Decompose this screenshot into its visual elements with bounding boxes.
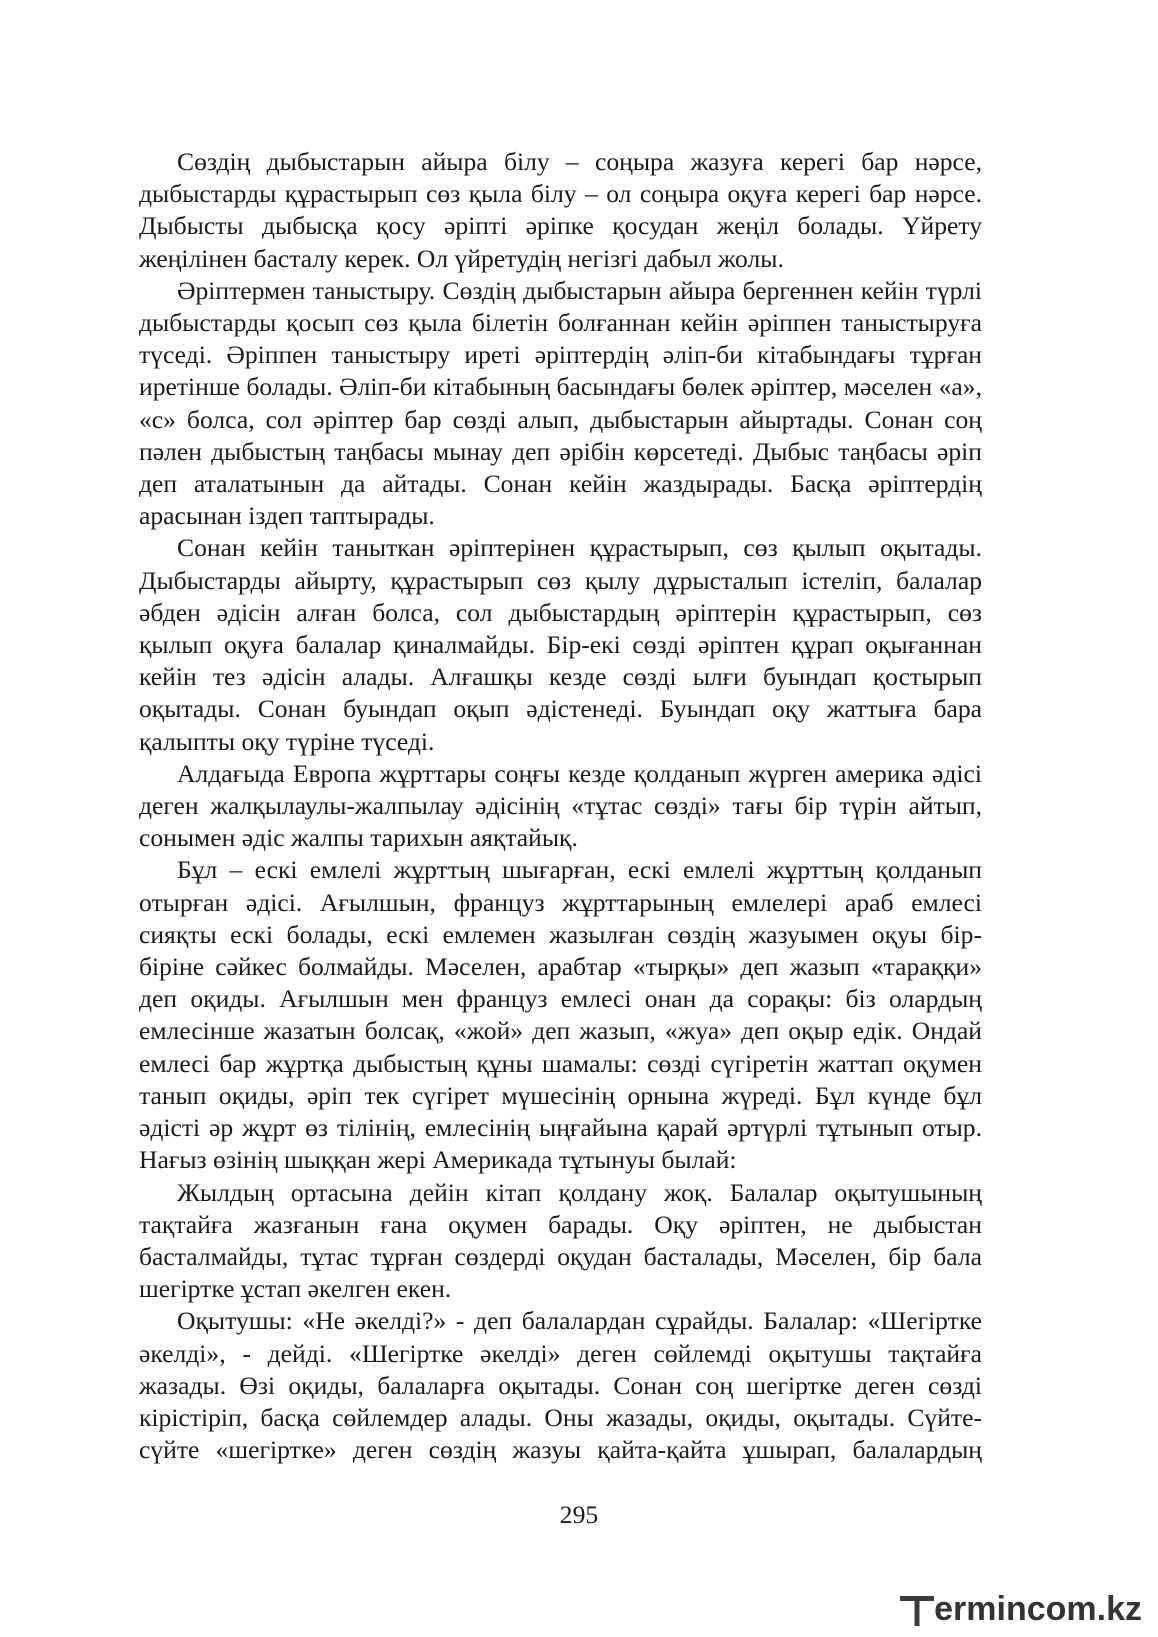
- paragraph: Алдағыда Европа жұрттары соңғы кезде қолданып жүрген америка әдісі деген жалқылаулы-жалпылау әдісінің «тұтас сөзді» тағы бір түрін айтып, сонымен әдіс жалпы тарихын аяқтайық.: [139, 758, 982, 853]
- paragraph: Бұл – ескі емлелі жұрттың шығарған, ескі емлелі жұрттың қолданып отырған әдісі. Ағылшын, француз жұрттарының емлелері араб емлесі сияқты ескі болады, ескі емлемен жазылған сөздің жазуымен оқуы бір-біріне сәйкес болмайды. Мәселен, арабтар «тырқы» деп жазып «тараққи» деп оқиды. Ағылшын мен француз емлесі онан да сорақы: біз олардың емлесінше жазатын болсақ, «жой» деп жазып, «жуа» деп оқыр едік. Ондай емлесі бар жұртқа дыбыстың құны шамалы: сөзді сүгіретін жаттап оқумен танып оқиды, әріп тек сүгірет мүшесінің орнына жүреді. Бұл күнде бұл әдісті әр жұрт өз тілінің, емлесінің ыңғайына қарай әртүрлі тұтынып отыр. Нағыз өзінің шыққан жері Америкада тұтынуы былай:: [139, 855, 982, 1175]
- paragraph: Оқытушы: «Не әкелді?» - деп балалардан сұрайды. Балалар: «Шегіртке әкелді», - дейді. «Шегіртке әкелді» деген сөйлемді оқытушы тақтайға жазады. Өзі оқиды, балаларға оқытады. Сонан соң шегіртке деген сөзді кірістіріп, басқа сөйлемдер алады. Оны жазады, оқиды, оқытады. Сүйте-сүйте «шегіртке» деген сөздің жазуы қайта-қайта ұшырап, балалардың: [139, 1306, 982, 1465]
- paragraph: Сөздің дыбыстарын айыра білу – соңыра жазуға керегі бар нәрсе, дыбыстарды құрастырып сөз қыла білу – ол соңыра оқуға керегі бар нәрсе. Дыбысты дыбысқа қосу әріпті әріпке қосудан жеңіл болады. Үйрету жеңілінен басталу керек. Ол үйретудің негізгі дабыл жолы.: [139, 147, 982, 273]
- body-text: [139, 146, 982, 1466]
- watermark-text: ermincom.kz: [934, 1590, 1142, 1628]
- termincom-logo: [900, 1590, 1142, 1629]
- paragraph: Жылдың ортасына дейін кітап қолдану жоқ. Балалар оқытушының тақтайға жазғанын ғана оқумен барады. Оқу әріптен, не дыбыстан басталмайды, тұтас тұрған сөздерді оқудан басталады, Мәселен, бір бала шегіртке ұстап әкелген екен.: [139, 1177, 982, 1304]
- termincom-logo-icon: [900, 1593, 934, 1627]
- page-number: 295: [559, 1500, 599, 1529]
- paragraph: Әріптермен таныстыру. Сөздің дыбыстарын айыра бергеннен кейін түрлі дыбыстарды қосып сөз қыла білетін болғаннан кейін әріппен таныстыруға түседі. Әріппен таныстыру иреті әріптердің әліп-би кітабындағы тұрған иретінше болады. Әліп-би кітабының басындағы бөлек әріптер, мәселен «а», «с» болса, сол әріптер бар сөзді алып, дыбыстарын айыртады. Сонан соң пәлен дыбыстың таңбасы мынау деп әрібін көрсетеді. Дыбыс таңбасы әріп деп аталатынын да айтады. Сонан кейін жаздырады. Басқа әріптердің арасынан іздеп таптырады.: [139, 275, 982, 531]
- paragraph: Сонан кейін таныткан әріптерінен құрастырып, сөз қылып оқытады. Дыбыстарды айырту, құрастырып сөз қылу дұрысталып істеліп, балалар әбден әдісін алған болса, сол дыбыстардың әріптерін құрастырып, сөз қылып оқуға балалар қиналмайды. Бір-екі сөзді әріптен құрап оқығаннан кейін тез әдісін алады. Алғашқы кезде сөзді ылғи буындап қостырып оқытады. Сонан буындап оқып әдістенеді. Буындап оқу жаттыға бара қалыпты оқу түріне түседі.: [139, 533, 982, 756]
